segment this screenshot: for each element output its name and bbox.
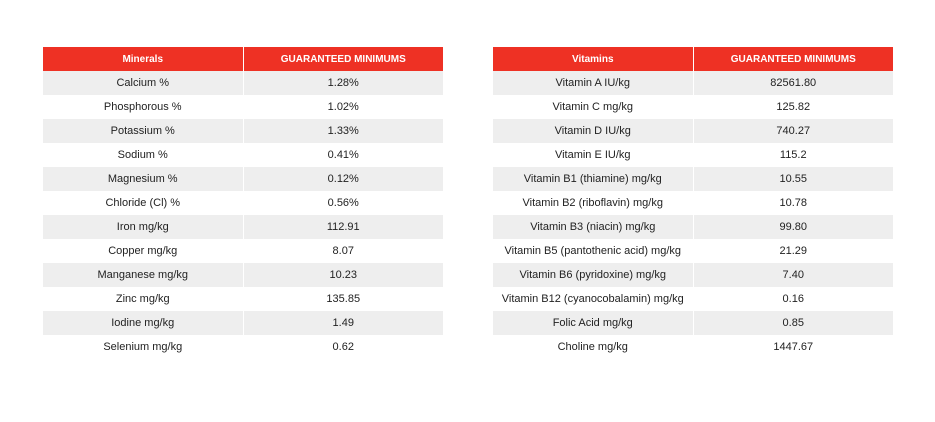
nutrient-value: 0.56%: [243, 191, 443, 215]
nutrient-value: 125.82: [693, 95, 893, 119]
nutrient-name: Vitamin B6 (pyridoxine) mg/kg: [493, 263, 693, 287]
table-row: [493, 311, 893, 335]
table-row: [43, 263, 443, 287]
table-row: [493, 239, 893, 263]
nutrient-name: Vitamin C mg/kg: [493, 95, 693, 119]
nutrient-name: Vitamin B12 (cyanocobalamin) mg/kg: [493, 287, 693, 311]
nutrient-name: Potassium %: [43, 119, 243, 143]
minerals-guaranteed-minimums-header: GUARANTEED MINIMUMS: [243, 47, 443, 71]
table-row: [43, 311, 443, 335]
nutrient-name: Iron mg/kg: [43, 215, 243, 239]
nutrient-value: 10.23: [243, 263, 443, 287]
table-row: [493, 119, 893, 143]
nutrient-value: 0.85: [693, 311, 893, 335]
vitamins-guaranteed-minimums-header: GUARANTEED MINIMUMS: [693, 47, 893, 71]
table-row: [43, 95, 443, 119]
nutrient-value: 0.41%: [243, 143, 443, 167]
nutrient-value: 740.27: [693, 119, 893, 143]
nutrient-name: Vitamin B3 (niacin) mg/kg: [493, 215, 693, 239]
nutrient-value: 99.80: [693, 215, 893, 239]
nutrient-value: 0.16: [693, 287, 893, 311]
nutrient-name: Chloride (Cl) %: [43, 191, 243, 215]
table-row: [493, 71, 893, 95]
nutrient-value: 1.28%: [243, 71, 443, 95]
table-row: [493, 287, 893, 311]
nutrient-value: 8.07: [243, 239, 443, 263]
table-row: [493, 215, 893, 239]
vitamins-rows: [493, 71, 893, 359]
table-row: [43, 191, 443, 215]
table-row: [493, 191, 893, 215]
nutrient-value: 10.78: [693, 191, 893, 215]
nutrient-name: Folic Acid mg/kg: [493, 311, 693, 335]
minerals-rows: [43, 71, 443, 359]
nutrient-value: 1.02%: [243, 95, 443, 119]
vitamins-table: [493, 47, 893, 359]
table-row: [493, 335, 893, 359]
nutrient-value: 115.2: [693, 143, 893, 167]
nutrient-value: 135.85: [243, 287, 443, 311]
vitamins-column-header: Vitamins: [493, 47, 693, 71]
table-row: [43, 215, 443, 239]
table-row: [43, 167, 443, 191]
nutrient-name: Vitamin D IU/kg: [493, 119, 693, 143]
minerals-header-row: [43, 47, 443, 71]
nutrient-value: 1.49: [243, 311, 443, 335]
nutrient-name: Iodine mg/kg: [43, 311, 243, 335]
table-row: [43, 143, 443, 167]
nutrient-value: 10.55: [693, 167, 893, 191]
minerals-table: [43, 47, 443, 359]
table-row: [43, 287, 443, 311]
nutrient-name: Zinc mg/kg: [43, 287, 243, 311]
nutrient-value: 1.33%: [243, 119, 443, 143]
nutrient-name: Selenium mg/kg: [43, 335, 243, 359]
nutrient-value: 0.62: [243, 335, 443, 359]
nutrient-name: Calcium %: [43, 71, 243, 95]
nutrient-name: Vitamin B1 (thiamine) mg/kg: [493, 167, 693, 191]
table-row: [43, 239, 443, 263]
nutrient-name: Choline mg/kg: [493, 335, 693, 359]
nutrient-name: Vitamin A IU/kg: [493, 71, 693, 95]
minerals-column-header: Minerals: [43, 47, 243, 71]
nutrient-name: Manganese mg/kg: [43, 263, 243, 287]
nutrient-value: 7.40: [693, 263, 893, 287]
table-row: [493, 263, 893, 287]
nutrient-name: Vitamin B2 (riboflavin) mg/kg: [493, 191, 693, 215]
nutrient-value: 112.91: [243, 215, 443, 239]
nutrient-value: 1447.67: [693, 335, 893, 359]
nutrient-name: Vitamin E IU/kg: [493, 143, 693, 167]
table-row: [493, 143, 893, 167]
vitamins-header-row: [493, 47, 893, 71]
nutrient-name: Copper mg/kg: [43, 239, 243, 263]
table-row: [43, 71, 443, 95]
nutrient-name: Sodium %: [43, 143, 243, 167]
table-row: [493, 167, 893, 191]
nutrient-value: 82561.80: [693, 71, 893, 95]
nutrient-name: Magnesium %: [43, 167, 243, 191]
table-row: [43, 335, 443, 359]
nutrient-name: Vitamin B5 (pantothenic acid) mg/kg: [493, 239, 693, 263]
table-row: [493, 95, 893, 119]
nutrient-value: 0.12%: [243, 167, 443, 191]
nutrient-name: Phosphorous %: [43, 95, 243, 119]
nutrient-value: 21.29: [693, 239, 893, 263]
table-row: [43, 119, 443, 143]
